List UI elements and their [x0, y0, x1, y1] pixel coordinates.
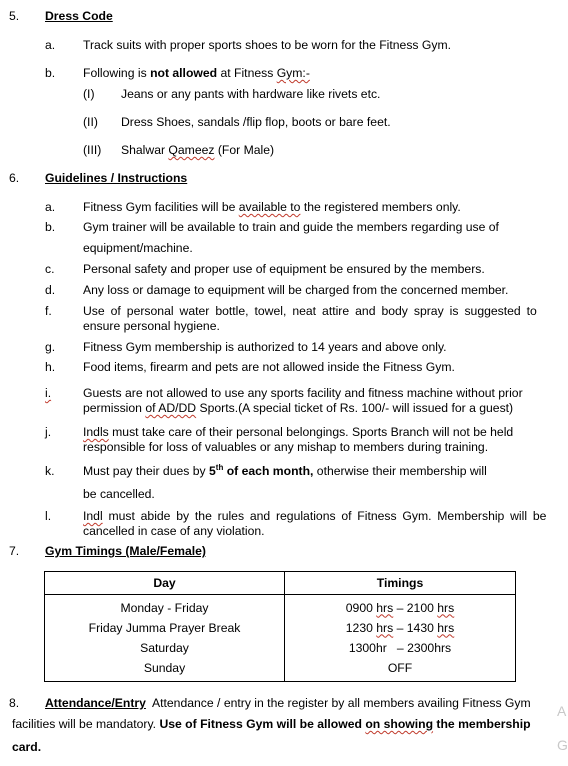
section-5-number: 5.	[9, 9, 20, 23]
section-8-number: 8.	[9, 696, 20, 710]
item-6g-text: Fitness Gym membership is authorized to 14 years and above only.	[83, 340, 447, 354]
row-day: Monday - Friday	[45, 595, 285, 619]
item-5a-letter: a.	[45, 38, 56, 52]
header-timings: Timings	[285, 572, 516, 595]
section-6-number: 6.	[9, 171, 20, 185]
row-day: Friday Jumma Prayer Break	[45, 618, 285, 638]
item-6h-text: Food items, firearm and pets are not allowed inside the Fitness Gym.	[83, 360, 455, 374]
section-7-number: 7.	[9, 544, 20, 558]
item-6a-text: Fitness Gym facilities will be available to the registered members only.	[83, 200, 461, 214]
table-row	[45, 658, 516, 682]
item-6l-line1: Indl must abide by the rules and regulations of Fitness Gym. Membership will be	[83, 509, 547, 523]
item-5b-text: Following is not allowed at Fitness Gym:-	[83, 66, 310, 80]
item-6d-letter: d.	[45, 283, 56, 297]
item-6a-letter: a.	[45, 200, 56, 214]
row-day: Sunday	[45, 658, 285, 682]
subitem-5b-1-number: (I)	[83, 87, 95, 101]
table-row	[45, 618, 516, 638]
row-timing: 0900 hrs – 2100 hrs	[285, 595, 516, 619]
item-6j-line1: Indls must take care of their personal belongings. Sports Branch will not be held	[83, 425, 514, 439]
item-6g-letter: g.	[45, 340, 56, 354]
section-6-title: Guidelines / Instructions	[45, 171, 188, 185]
section-5-title: Dress Code	[45, 9, 113, 23]
item-6i-line1: Guests are not allowed to use any sports facility and fitness machine without prior	[83, 386, 523, 400]
item-6l-letter: l.	[45, 509, 52, 523]
item-6j-letter: j.	[45, 425, 52, 439]
item-6k-letter: k.	[45, 464, 55, 478]
section-8-line3: card.	[12, 740, 42, 754]
item-6b-line2: equipment/machine.	[83, 241, 193, 255]
item-6b-letter: b.	[45, 220, 56, 234]
clipped-glyph-a: A	[557, 703, 567, 719]
item-6f-letter: f.	[45, 304, 52, 318]
gym-timings-table	[44, 571, 516, 682]
item-6k-line2: be cancelled.	[83, 487, 155, 501]
table-header-row	[45, 572, 516, 595]
item-5b-letter: b.	[45, 66, 56, 80]
section-8-line1: Attendance/Entry Attendance / entry in the register by all members availing Fitness Gym	[45, 696, 531, 710]
item-6d-text: Any loss or damage to equipment will be charged from the concerned member.	[83, 283, 509, 297]
item-5a-text: Track suits with proper sports shoes to be worn for the Fitness Gym.	[83, 38, 452, 52]
item-6i-line2: permission of AD/DD Sports.(A special ticket of Rs. 100/- will issued for a guest)	[83, 401, 514, 415]
section-7-title: Gym Timings (Male/Female)	[45, 544, 206, 558]
header-day: Day	[45, 572, 285, 595]
subitem-5b-3-text: Shalwar Qameez (For Male)	[121, 143, 275, 157]
item-6c-letter: c.	[45, 262, 55, 276]
item-6b-line1: Gym trainer will be available to train and guide the members regarding use of	[83, 220, 499, 234]
table-row	[45, 595, 516, 619]
row-day: Saturday	[45, 638, 285, 658]
subitem-5b-2-text: Dress Shoes, sandals /flip flop, boots or bare feet.	[121, 115, 391, 129]
section-8-line2: facilities will be mandatory. Use of Fitness Gym will be allowed on showing the membership	[12, 717, 531, 731]
item-6k-line1: Must pay their dues by 5th of each month, otherwise their membership will	[83, 462, 487, 478]
item-6f-line2: ensure personal hygiene.	[83, 319, 220, 333]
clipped-glyph-g: G	[557, 737, 568, 753]
item-6h-letter: h.	[45, 360, 56, 374]
item-6c-text: Personal safety and proper use of equipment be ensured by the members.	[83, 262, 485, 276]
item-6f-line1: Use of personal water bottle, towel, neat attire and body spray is suggested to	[83, 304, 537, 318]
subitem-5b-3-number: (III)	[83, 143, 102, 157]
row-timing: 1300hr – 2300hrs	[285, 638, 516, 658]
item-6i-letter: i.	[45, 386, 52, 400]
table-row	[45, 638, 516, 658]
item-6j-line2: responsible for loss of valuables or any mishap to members during training.	[83, 440, 489, 454]
row-timing: 1230 hrs – 1430 hrs	[285, 618, 516, 638]
section-8-title: Attendance/Entry	[45, 696, 146, 710]
subitem-5b-2-number: (II)	[83, 115, 98, 129]
subitem-5b-1-text: Jeans or any pants with hardware like rivets etc.	[121, 87, 381, 101]
row-timing: OFF	[285, 658, 516, 682]
item-6l-line2: cancelled in case of any violation.	[83, 524, 265, 538]
